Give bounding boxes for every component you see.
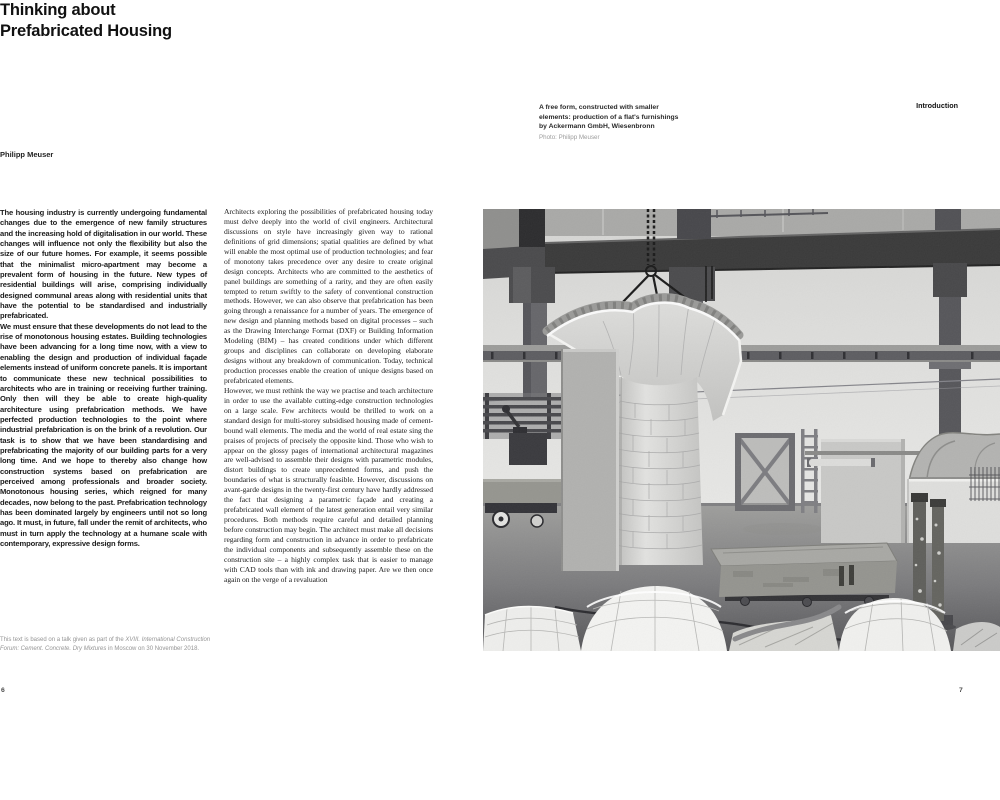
footnote [0,636,225,654]
factory-photo [483,209,1000,651]
page-title-line2: Prefabricated Housing [0,21,172,40]
page-number-right: 7 [959,687,963,694]
caption-line: elements: production of a flat's furnishings [539,113,679,121]
footnote-source-title: XVIII. International Construction Forum: Cement. Concrete. Dry Mixtures [0,637,211,652]
caption-line: by Ackermann GmbH, Wiesenbronn [539,123,655,131]
page-title [0,0,300,41]
photo-credit: Photo: Philipp Meuser [539,134,600,142]
photo-caption [539,103,729,143]
body-paragraph: The housing industry is currently undergoing fundamental changes due to the emergence of new family structures and the increasing hold of digitalisation in our world. These changes will influence not only the flexibility but also the size of our future homes. For example, it seems possible that the minimalist micro-apartment may become a prevalent form of housing in the future. New types of residential buildings will arise, comprising individually designed communal areas along with residential units that have the potential to be standardised and industrially prefabricated. [0,208,207,321]
footnote-text: This text is based on a talk given as part of the [0,637,126,643]
body-column-left [0,208,207,549]
page-number-left: 6 [1,687,5,694]
footnote-text: in Moscow on 30 November 2018. [106,645,200,652]
author-byline: Philipp Meuser [0,150,54,159]
body-paragraph: We must ensure that these developments do not lead to the rise of monotonous housing estates. Building technologies have been advancing for a long time now, with a view to enabling the design and production of individual façade elements instead of uniform concrete panels. It is important to communicate these new technical possibilities to architects who are in training or receiving further training. Only then will they be able to create high-quality architecture using prefabrication methods. We have perfected production technologies to the point where industrial prefabrication is on the brink of a revolution. Our task is to show that we have been standardising and prefabricating the majority of our building parts for a very long time. And we hope to thereby also change how construction systems based on prefabrication are perceived among professionals and broader society. Monotonous housing series, which reigned for many decades, now belong to the past. Prefabrication technology has been dominated largely by engineers until not so long ago. It must, in future, fall under the remit of architects, who must in turn apply the technology at a humane scale with contemporary, expressive design forms. [0,321,207,548]
body-paragraph: However, we must rethink the way we practise and teach architecture in order to use the available cutting-edge construction technologies on a large scale. Few architects would be thrilled to work on a standard design for multi-storey subsidised housing made of cement-bound wall elements. The media and the world of real estate sing the praises of projects of precisely the opposite kind. Those who wish to appear on the glossy pages of international architectural magazines are well-advised to assemble their designs with parametric modules, distort buildings to create unprecedented forms, and push the boundaries of what is structurally feasible. However, discussions on avant-garde designs in the twenty-first century have hardly addressed the fact that designing a parametric façade and creating a prefabricated wall element of the latest generation entail very similar procedures. Both methods require careful and detailed planning before construction may begin. The architect must make all decisions regarding form and construction in advance in order to prefabricate the individual components and subsequently assemble these on the construction site – a highly complex task that is easier to manage with CAD tools than with ink and drawing paper. Are we then once again on the verge of a revaluation [224,385,433,584]
photo-grain-overlay [483,209,1000,651]
body-paragraph: Architects exploring the possibilities of prefabricated housing today must delve deeply into the world of civil engineers. Architectural discussions on style have increasingly given way to rational definitions of grid dimensions; spatial qualities are defined by what will enable the most optimal use of production technologies; and fear of monotony takes precedence over any desire to create original design concepts. Architects who are committed to the aesthetics of panel buildings are something of a rarity, and they are often easily tempted to return swiftly to the safety of conventional construction methods. However, we can also observe that prefabrication has been going through a renaissance for a number of years. The emergence of new design and planning methods based on digital processes – such as the Drawing Interchange Format (DXF) or Building Information Modeling (BIM) – has created conditions under which different groups and disciplines can collaborate on developing elaborate designs without any breakdown of communication. Today, technical production processes enable the creation of unique designs based on prefabricated elements. [224,207,433,385]
chapter-header: Introduction [916,101,958,110]
factory-photo-illustration [483,209,1000,651]
page-title-line1: Thinking about [0,1,116,19]
caption-line: A free form, constructed with smaller [539,104,659,111]
body-column-serif [224,207,433,585]
